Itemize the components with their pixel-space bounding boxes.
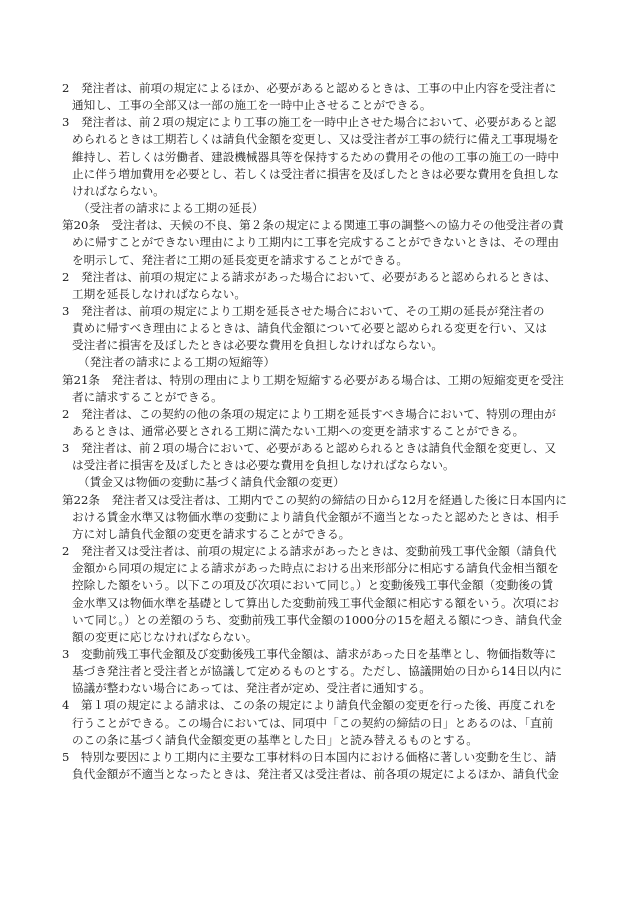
text-line: 維持し、若しくは労働者、建設機械器具等を保持するための費用その他の工事の施工の一時中: [72, 149, 559, 164]
text-line: 通知し、工事の全部又は一部の施工を一時中止させることができる。: [72, 98, 432, 113]
text-line: は受注者に損害を及ぼしたときは必要な費用を負担しなければならない。: [72, 458, 455, 473]
text-line: 第20条 受注者は、天候の不良、第２条の規定による関連工事の調整への協力その他受注者の責: [62, 218, 564, 233]
text-line: （賃金又は物価の変動に基づく請負代金額の変更）: [78, 475, 345, 490]
text-line: 3 変動前残工事代金額及び変動後残工事代金額は、請求があった日を基準とし、物価指数等に: [62, 646, 557, 661]
text-line: 3 発注者は、前項の規定により工期を延長させた場合において、その工期の延長が発注者の: [62, 303, 545, 318]
text-line: 第22条 発注者又は受注者は、工期内でこの契約の締結の日から12月を経過した後に日本国内に: [62, 492, 567, 507]
text-line: 第21条 発注者は、特別の理由により工期を短縮する必要がある場合は、工期の短縮変更を受注: [62, 372, 564, 387]
text-line: ければならない。: [72, 183, 165, 198]
text-line: 金額から同項の規定による請求があった時点における出来形部分に相応する請負代金相当額を: [72, 561, 559, 576]
text-line: 者に請求することができる。: [72, 389, 223, 404]
text-line: を明示して、発注者に工期の延長変更を請求することができる。: [72, 252, 408, 267]
text-line: 3 発注者は、前２項の場合において、必要があると認められるときは請負代金額を変更し、又: [62, 441, 557, 456]
text-line: めに帰すことができない理由により工期内に工事を完成することができないときは、その理由: [72, 235, 559, 250]
text-line: おける賃金水準又は物価水準の変動により請負代金額が不適当となったと認めたときは、相手: [72, 509, 559, 524]
text-line: 4 第１項の規定による請求は、この条の規定により請負代金額の変更を行った後、再度これを: [62, 698, 557, 713]
text-line: 2 発注者又は受注者は、前項の規定による請求があったときは、変動前残工事代金額（請負代: [62, 544, 557, 559]
text-line: 方に対し請負代金額の変更を請求することができる。: [72, 526, 351, 541]
text-line: 行うことができる。この場合においては、同項中「この契約の締結の日」とあるのは、「直前: [72, 715, 554, 730]
text-line: 基づき発注者と受注者とが協議して定めるものとする。ただし、協議開始の日から14日以内に: [72, 664, 563, 679]
text-line: いて同じ。）との差額のうち、変動前残工事代金額の1000分の15を超える額につき、請負代金: [72, 612, 562, 627]
text-line: 負代金額が不適当となったときは、発注者又は受注者は、前各項の規定によるほか、請負代金: [72, 767, 559, 781]
text-line: のこの条に基づく請負代金額変更の基準とした日」と読み替えるものとする。: [72, 732, 478, 747]
text-line: められるときは工期若しくは請負代金額を変更し、又は受注者が工事の続行に備え工事現場を: [72, 132, 559, 147]
text-line: 受注者に損害を及ぼしたときは必要な費用を負担しなければならない。: [72, 338, 444, 353]
text-line: 工期を延長しなければならない。: [72, 286, 246, 301]
text-line: 協議が整わない場合にあっては、発注者が定め、受注者に通知する。: [72, 681, 431, 696]
text-line: 額の変更に応じなければならない。: [72, 629, 258, 644]
text-line: 5 特別な要因により工期内に主要な工事材料の日本国内における価格に著しい変動を生じ、請: [62, 749, 557, 764]
text-line: 止に伴う増加費用を必要とし、若しくは受注者に損害を及ぼしたときは必要な費用を負担しな: [72, 166, 559, 181]
text-line: 2 発注者は、この契約の他の条項の規定により工期を延長すべき場合において、特別の理由が: [62, 406, 556, 421]
text-line: 3 発注者は、前２項の規定により工事の施工を一時中止させた場合において、必要があると認: [62, 115, 557, 130]
text-line: 2 発注者は、前項の規定による請求があった場合において、必要があると認められるときは、: [62, 269, 556, 284]
text-line: （発注者の請求による工期の短縮等）: [78, 355, 276, 370]
text-line: 金水準又は物価水準を基礎として算出した変動前残工事代金額に相応する額をいう。次項にお: [72, 595, 559, 610]
text-line: （受注者の請求による工期の延長）: [78, 201, 264, 216]
text-line: あるときは、通常必要とされる工期に満たない工期への変更を請求することができる。: [72, 424, 525, 438]
text-line: 控除した額をいう。以下この項及び次項において同じ。）と変動後残工事代金額（変動後の賃: [72, 578, 554, 593]
text-line: 2 発注者は、前項の規定によるほか、必要があると認めるときは、工事の中止内容を受注者に: [62, 81, 557, 95]
text-line: 責めに帰すべき理由によるときは、請負代金額について必要と認められる変更を行い、又は: [72, 321, 547, 336]
